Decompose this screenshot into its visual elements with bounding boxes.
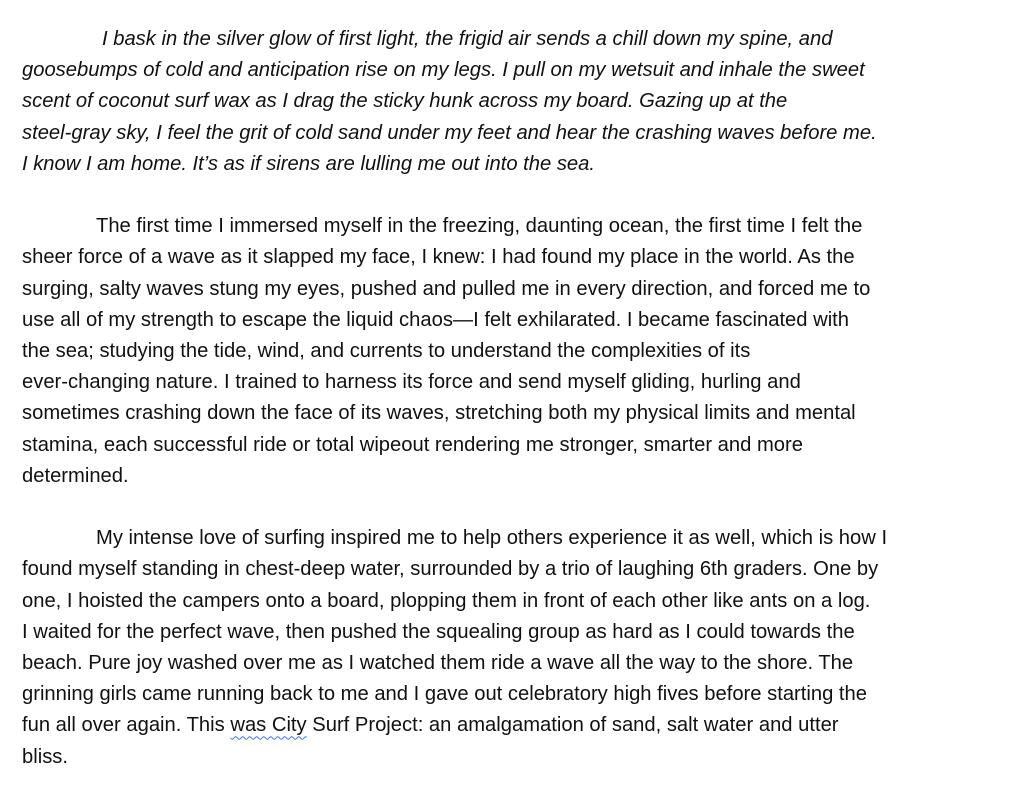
paragraph-spacer: [22, 180, 1002, 211]
p2-line-5: the sea; studying the tide, wind, and currents to understand the complexities of its: [22, 340, 751, 363]
paragraph-2[interactable]: [22, 211, 1002, 492]
p1-line-5: I know I am home. It’s as if sirens are lulling me out into the sea.: [22, 152, 595, 175]
p1-line-2: goosebumps of cold and anticipation rise on my legs. I pull on my wetsuit and inhale the sweet: [22, 59, 865, 82]
p2-line-4: use all of my strength to escape the liquid chaos—I felt exhilarated. I became fascinated with: [22, 308, 850, 331]
paragraph-3[interactable]: [22, 523, 1002, 773]
p3-line-1: My intense love of surfing inspired me to help others experience it as well, which is how I: [96, 527, 888, 550]
spellcheck-flagged-text[interactable]: was City: [230, 714, 307, 737]
p1-line-4: steel-gray sky, I feel the grit of cold sand under my feet and hear the crashing waves before me.: [22, 121, 877, 144]
p2-line-6: ever-changing nature. I trained to harness its force and send myself gliding, hurling and: [22, 371, 801, 394]
p2-line-8: stamina, each successful ride or total wipeout rendering me stronger, smarter and more: [22, 433, 803, 456]
p2-line-7: sometimes crashing down the face of its waves, stretching both my physical limits and mental: [22, 402, 856, 425]
p3-line-2: found myself standing in chest-deep water, surrounded by a trio of laughing 6th graders. One by: [22, 558, 879, 581]
p3-line-7-start: fun all over again. This: [22, 714, 231, 737]
p3-line-3: one, I hoisted the campers onto a board, plopping them in front of each other like ants on a log.: [22, 589, 871, 612]
p1-line-3: scent of coconut surf wax as I drag the sticky hunk across my board. Gazing up at the: [22, 90, 788, 113]
p3-line-8: bliss.: [22, 745, 68, 768]
p2-line-3: surging, salty waves stung my eyes, pushed and pulled me in every direction, and forced me to: [22, 277, 871, 300]
paragraph-1[interactable]: [22, 24, 1002, 180]
p3-line-5: beach. Pure joy washed over me as I watched them ride a wave all the way to the shore. The: [22, 652, 854, 675]
p3-line-6: grinning girls came running back to me and I gave out celebratory high fives before starting the: [22, 683, 867, 706]
document-body: [22, 24, 1002, 773]
p2-line-2: sheer force of a wave as it slapped my face, I knew: I had found my place in the world. As the: [22, 246, 855, 269]
p1-line-1: I bask in the silver glow of first light, the frigid air sends a chill down my spine, and: [102, 28, 833, 50]
p2-line-9: determined.: [22, 464, 129, 487]
p3-line-7-end: Surf Project: an amalgamation of sand, salt water and utter: [306, 714, 839, 737]
p3-line-4: I waited for the perfect wave, then pushed the squealing group as hard as I could towards the: [22, 620, 855, 643]
p2-line-1: The first time I immersed myself in the freezing, daunting ocean, the first time I felt the: [96, 215, 863, 238]
paragraph-spacer: [22, 492, 1002, 523]
